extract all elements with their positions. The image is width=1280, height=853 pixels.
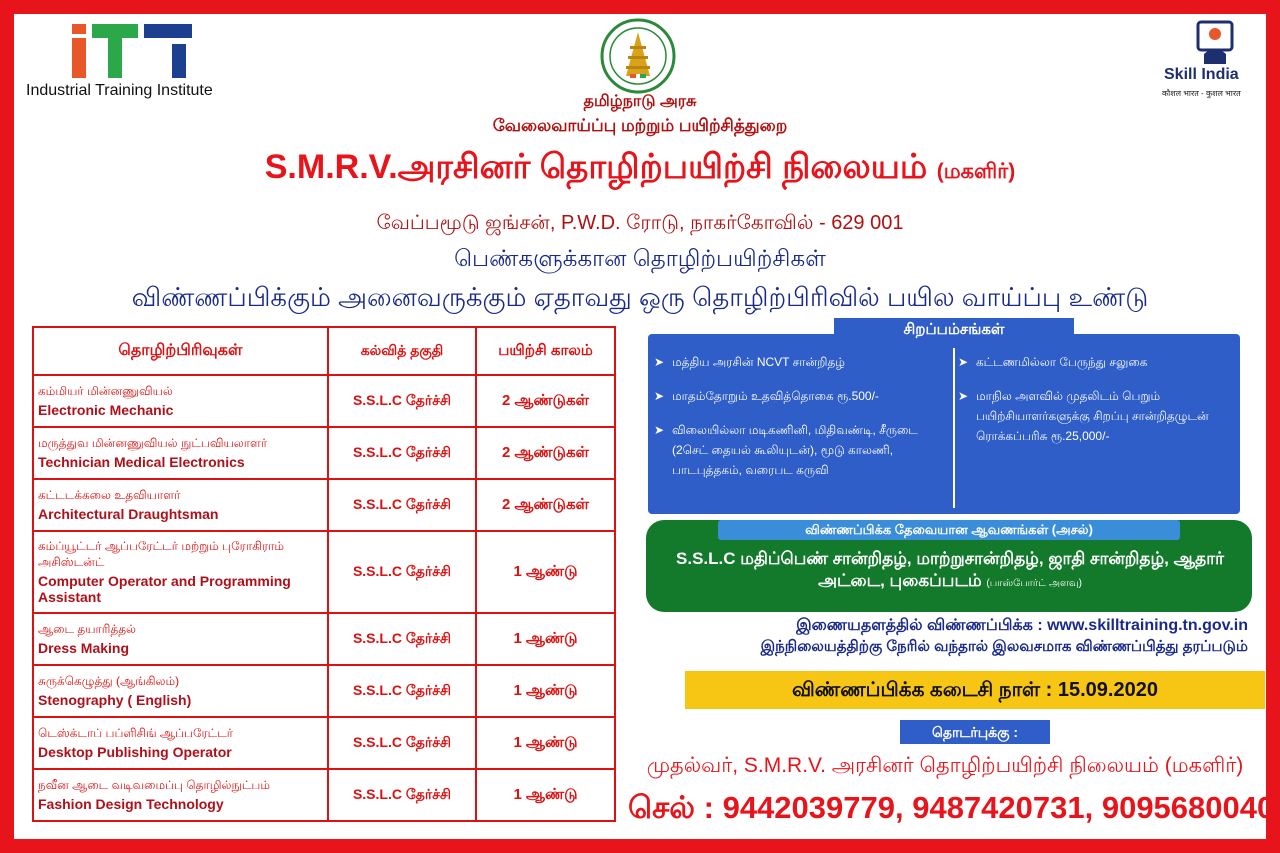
- qualification-cell: S.S.L.C தேர்ச்சி: [328, 665, 476, 717]
- skill-india-tagline: कौशल भारत - कुशल भारत: [1162, 89, 1241, 98]
- institute-name: S.M.R.V.அரசினர் தொழிற்பயிற்சி நிலையம்: [264, 148, 928, 186]
- institute-suffix: (மகளிர்): [936, 160, 1016, 183]
- feature-item: [958, 386, 1236, 446]
- qualification-cell: S.S.L.C தேர்ச்சி: [328, 717, 476, 769]
- table-row: [33, 531, 615, 613]
- iti-caption: Industrial Training Institute: [26, 82, 213, 99]
- course-table: [32, 326, 616, 822]
- documents-title: விண்ணப்பிக்க தேவையான ஆவணங்கள் (அசல்): [718, 520, 1180, 540]
- direct-apply-line: இந்நிலையத்திற்கு நேரில் வந்தால் இலவசமாக விண்ணப்பித்து தரப்படும்: [760, 638, 1248, 655]
- tn-emblem: [600, 18, 676, 94]
- trade-cell: [33, 531, 328, 613]
- trade-english: Computer Operator and Programming Assistant: [38, 573, 291, 605]
- trade-cell: [33, 613, 328, 665]
- duration-cell: 1 ஆண்டு: [476, 717, 615, 769]
- trade-english: Desktop Publishing Operator: [38, 744, 232, 760]
- institute-address: வேப்பமூடு ஜங்சன், P.W.D. ரோடு, நாகர்கோவில் - 629 001: [376, 212, 904, 234]
- trade-tamil: ஆடை தயாரித்தல்: [38, 622, 137, 636]
- feature-item: [654, 352, 952, 372]
- col-header-qualification: கல்வித் தகுதி: [328, 327, 476, 375]
- contact-principal: முதல்வர், S.M.R.V. அரசினர் தொழிற்பயிற்சி நிலையம் (மகளிர்): [646, 754, 1244, 777]
- iti-logo: [72, 24, 192, 78]
- trade-cell: [33, 479, 328, 531]
- duration-cell: 2 ஆண்டுகள்: [476, 479, 615, 531]
- women-trainings-heading: பெண்களுக்கான தொழிற்பயிற்சிகள்: [454, 245, 826, 271]
- contact-phone: செல் : 9442039779, 9487420731, 9095680040: [628, 790, 1275, 825]
- trade-tamil: சுருக்கெழுத்து (ஆங்கிலம்): [38, 674, 180, 688]
- feature-text: கட்டணமில்லா பேருந்து சலுகை: [976, 355, 1148, 369]
- arrow-bullet-icon: ➤: [958, 355, 969, 369]
- contact-title: தொடர்புக்கு :: [900, 720, 1050, 744]
- qualification-cell: S.S.L.C தேர்ச்சி: [328, 769, 476, 821]
- documents-text: [660, 548, 1240, 595]
- qualification-cell: S.S.L.C தேர்ச்சி: [328, 427, 476, 479]
- department-name: வேலைவாய்ப்பு மற்றும் பயிற்சித்துறை: [492, 116, 788, 135]
- table-row: [33, 479, 615, 531]
- trade-english: Technician Medical Electronics: [38, 454, 245, 470]
- feature-text: மத்திய அரசின் NCVT சான்றிதழ்: [672, 355, 845, 369]
- duration-cell: 1 ஆண்டு: [476, 665, 615, 717]
- feature-item: [958, 352, 1236, 372]
- table-row: [33, 665, 615, 717]
- table-row: [33, 769, 615, 821]
- table-row: [33, 613, 615, 665]
- qualification-cell: S.S.L.C தேர்ச்சி: [328, 375, 476, 427]
- qualification-cell: S.S.L.C தேர்ச்சி: [328, 531, 476, 613]
- trade-tamil: நவீன ஆடை வடிவமைப்பு தொழில்நுட்பம்: [38, 778, 271, 792]
- trade-english: Dress Making: [38, 640, 130, 656]
- duration-cell: 2 ஆண்டுகள்: [476, 427, 615, 479]
- trade-tamil: கட்டடக்கலை உதவியாளர்: [38, 488, 181, 502]
- col-header-trade: தொழிற்பிரிவுகள்: [33, 327, 328, 375]
- features-right-column: [958, 344, 1236, 460]
- features-panel: [648, 334, 1240, 514]
- duration-cell: 1 ஆண்டு: [476, 531, 615, 613]
- feature-text: மாநில அளவில் முதலிடம் பெறும் பயிற்சியாளர்களுக்கு சிறப்பு சான்றிதழுடன் ரொக்கப்பரிசு ரூ.25,000/-: [976, 389, 1209, 443]
- online-apply-line: இணையதளத்தில் விண்ணப்பிக்க : www.skilltraining.tn.gov.in: [796, 617, 1248, 634]
- feature-text: மாதம்தோறும் உதவித்தொகை ரூ.500/-: [672, 389, 879, 403]
- trade-english: Stenography ( English): [38, 692, 192, 708]
- trade-cell: [33, 375, 328, 427]
- features-divider: [953, 348, 955, 508]
- trade-tamil: கம்மியர் மின்னணுவியல்: [38, 384, 173, 398]
- trade-english: Fashion Design Technology: [38, 796, 224, 812]
- duration-cell: 2 ஆண்டுகள்: [476, 375, 615, 427]
- table-row: [33, 717, 615, 769]
- skill-india-text: Skill India: [1164, 66, 1239, 83]
- feature-item: [654, 420, 952, 480]
- photo-size-note: (பாஸ்போர்ட் அளவு): [986, 578, 1082, 589]
- arrow-bullet-icon: ➤: [654, 423, 665, 437]
- deadline-banner: விண்ணப்பிக்க கடைசி நாள் : 15.09.2020: [685, 671, 1265, 709]
- documents-list: S.S.L.C மதிப்பெண் சான்றிதழ், மாற்றுசான்றிதழ், ஜாதி சான்றிதழ், ஆதார் அட்டை, புகைப்படம்: [676, 549, 1224, 590]
- qualification-cell: S.S.L.C தேர்ச்சி: [328, 479, 476, 531]
- table-header-row: [33, 327, 615, 375]
- features-title: சிறப்பம்சங்கள்: [834, 318, 1074, 342]
- trade-tamil: கம்ப்யூட்டர் ஆப்பரேட்டர் மற்றும் புரோகிராம் அசிஸ்டன்ட்: [38, 539, 285, 569]
- arrow-bullet-icon: ➤: [654, 389, 665, 403]
- trade-tamil: மருத்துவ மின்னணுவியல் நுட்பவியலாளர்: [38, 436, 268, 450]
- skill-india-logo: [1190, 20, 1240, 66]
- qualification-cell: S.S.L.C தேர்ச்சி: [328, 613, 476, 665]
- duration-cell: 1 ஆண்டு: [476, 613, 615, 665]
- trade-cell: [33, 769, 328, 821]
- table-row: [33, 375, 615, 427]
- trade-english: Architectural Draughtsman: [38, 506, 219, 522]
- trade-cell: [33, 717, 328, 769]
- arrow-bullet-icon: ➤: [654, 355, 665, 369]
- institute-title: [0, 148, 1280, 191]
- trade-cell: [33, 427, 328, 479]
- features-left-column: [654, 344, 952, 494]
- government-name: தமிழ்நாடு அரசு: [583, 93, 697, 110]
- feature-text: விலையில்லா மடிகணினி, மிதிவண்டி, சீருடை (2செட் தையல் கூலியுடன்), மூடு காலணி, பாடபுத்தகம், வரைபட கருவி: [672, 423, 918, 477]
- trade-cell: [33, 665, 328, 717]
- feature-item: [654, 386, 952, 406]
- arrow-bullet-icon: ➤: [958, 389, 969, 403]
- trade-tamil: டெஸ்க்டாப் பப்ளிசிங் ஆப்பரேட்டர்: [38, 726, 234, 740]
- opportunity-line: விண்ணப்பிக்கும் அனைவருக்கும் ஏதாவது ஒரு தொழிற்பிரிவில் பயில வாய்ப்பு உண்டு: [131, 282, 1149, 312]
- duration-cell: 1 ஆண்டு: [476, 769, 615, 821]
- trade-english: Electronic Mechanic: [38, 402, 174, 418]
- table-row: [33, 427, 615, 479]
- col-header-duration: பயிற்சி காலம்: [476, 327, 615, 375]
